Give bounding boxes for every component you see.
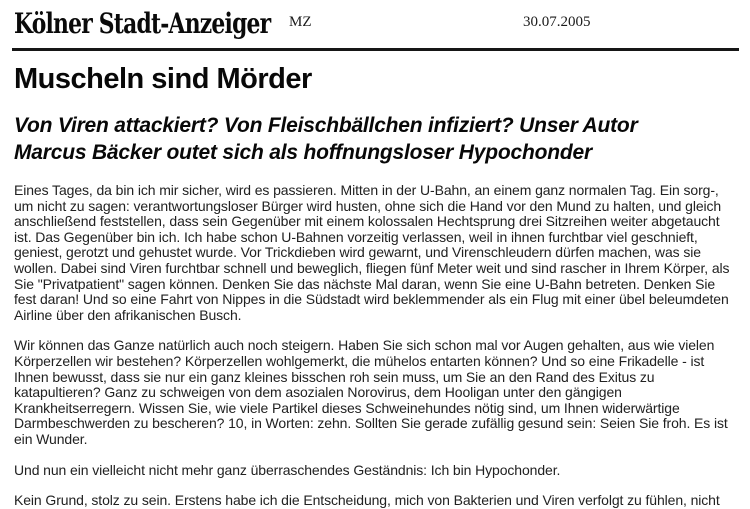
edition-code: MZ	[289, 14, 312, 30]
header-divider	[12, 48, 739, 51]
masthead	[0, 0, 750, 51]
article-paragraph: Wir können das Ganze natürlich auch noch steigern. Haben Sie sich schon mal vor Augen gehalten, aus wie vielen Körperzellen wir bestehen? Körperzellen wohlgemerkt, die mühelos entarten können? Und so eine Frikadelle - ist Ihnen bewusst, dass sie nur ein ganz kleines bisschen roh sein muss, um Sie an den Rand des Exitus zu katapultieren? Ganz zu schweigen von dem asozialen Norovirus, dem Hooligan unter den gängigen Krankheitserregern. Wissen Sie, wie viele Partikel dieses Schweinehundes nötig sind, um Ihnen widerwärtige Darmbeschwerden zu bescheren? 10, in Worten: zehn. Sollten Sie gerade zufällig gesund sein: Seien Sie froh. Es ist ein Wunder.	[14, 337, 728, 447]
article-body	[14, 183, 738, 509]
article-subheadline: Von Viren attackiert? Von Fleischbällchen infiziert? Unser Autor Marcus Bäcker outet sich als hoffnungsloser Hypochonder	[14, 114, 638, 164]
article-content	[0, 64, 750, 509]
article-paragraph: Und nun ein vielleicht nicht mehr ganz überraschendes Geständnis: Ich bin Hypochonder.	[14, 461, 561, 478]
publication-date: 30.07.2005	[523, 14, 591, 30]
article-headline: Muscheln sind Mörder	[14, 63, 312, 95]
newspaper-logo: Kölner Stadt-Anzeiger	[14, 7, 271, 40]
article-paragraph: Kein Grund, stolz zu sein. Erstens habe ich die Entscheidung, mich von Bakterien und Viren verfolgt zu fühlen, nicht	[14, 492, 720, 509]
article-paragraph: Eines Tages, da bin ich mir sicher, wird es passieren. Mitten in der U-Bahn, an einem ganz normalen Tag. Ein sorg-, um nicht zu sagen: verantwortungsloser Bürger wird husten, ohne sich die Hand vor den Mund zu halten, und gleich anschließend feststellen, dass sein Gegenüber mit einem kolossalen Hechtsprung drei Sitzreihen weiter abgetaucht ist. Das Gegenüber bin ich. Ich habe schon U-Bahnen vorzeitig verlassen, weil in ihnen furchtbar viel geschnieft, geniest, gerotzt und gehustet wurde. Vor Trickdieben wird gewarnt, und Virenschleudern dürfen machen, was sie wollen. Dabei sind Viren furchtbar schnell und beweglich, fliegen fünf Meter weit und sind rascher in Ihrem Körper, als Sie "Privatpatient" sagen können. Denken Sie das nächste Mal daran, wenn Sie eine U-Bahn betreten. Denken Sie fest daran! Und so eine Fahrt von Nippes in die Südstadt wird beklemmender als ein Flug mit einer übel beleumdeten Airline über den afrikanischen Busch.	[14, 182, 730, 323]
